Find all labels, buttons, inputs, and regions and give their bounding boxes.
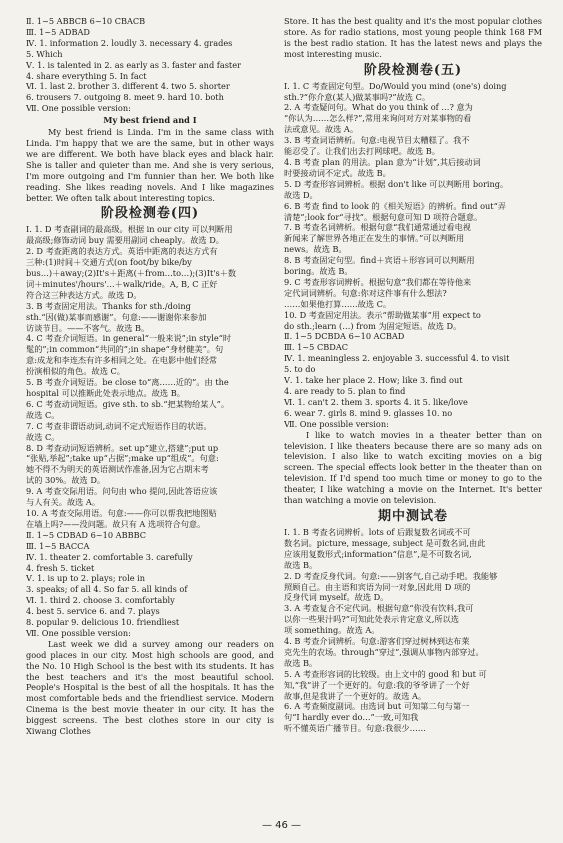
answer-line: 2. D 考查反身代词。句意:——别客气,自己动手吧。我能够 bbox=[284, 570, 498, 581]
answer-line: Ⅴ. 1. is talented in 2. as early as 3. faster and faster bbox=[26, 59, 241, 70]
answer-block-stage5 bbox=[284, 81, 542, 430]
answer-line: Ⅰ. 1. D 考查副词的最高级。根据 in our city 可以判断用 bbox=[26, 224, 233, 235]
essay-paragraph-survey: Last week we did a survey among our readers on good places in our city. Most high schools are good, and the No. 10 High School is the best with its students. It has the best teachers and it's the most beautiful school. People's Hospital is the best of all the hospitals. It has the most comfortable beds and the friendliest service. Modern Cinema is the best movie theater in our city. It has the biggest screens. The best clothes store in our city is Xiwang Clothes bbox=[26, 638, 274, 737]
answer-line: do sth.;learn (…) from 为固定短语。故选 D。 bbox=[284, 320, 462, 331]
answer-line: 4. best 5. service 6. and 7. plays bbox=[26, 606, 160, 617]
left-column bbox=[26, 16, 274, 737]
answer-line: 6. A 考查频度副词。由选词 but 可知第二句与第一 bbox=[284, 701, 470, 712]
answer-line: Ⅵ. 1. third 2. choose 3. comfortably bbox=[26, 595, 175, 606]
answer-line: 听不懂英语广播节目。句意:我很少…… bbox=[284, 723, 426, 734]
answer-line: “你认为……怎么样?”,常用来询问对方对某事物的看 bbox=[284, 113, 472, 124]
answer-line: 故选 D。 bbox=[284, 189, 318, 200]
answer-line: 4. C 考查介词短语。in general“一般来说”;in style“时 bbox=[26, 333, 232, 344]
answer-line: boring。故选 B。 bbox=[284, 266, 353, 277]
answer-block-section3-tail bbox=[26, 16, 274, 114]
answer-line: 10. A 考查交际用语。句意:——你可以帮我把地图贴 bbox=[26, 507, 217, 518]
answer-line: 三种:(1)时间＋交通方式(on foot/by bike/by bbox=[26, 257, 192, 268]
answer-line: Ⅵ. 1. last 2. brother 3. different 4. two 5. shorter bbox=[26, 81, 230, 92]
answer-line: 8. popular 9. delicious 10. friendliest bbox=[26, 617, 180, 628]
answer-line: 句“I hardly ever do…”一致,可知我 bbox=[284, 712, 419, 723]
answer-line: 知,“我”讲了一个更好的。句意:我的爷爷讲了一个好 bbox=[284, 679, 470, 690]
answer-line: 6. wear 7. girls 8. mind 9. glasses 10. no bbox=[284, 407, 453, 418]
answer-line: 9. A 考查交际用语。问句由 who 提问,因此答语应该 bbox=[26, 486, 218, 497]
answer-line: 试的 30%。故选 D。 bbox=[26, 475, 106, 486]
answer-line: 3. B 考查词语辨析。句意:电视节目太糟糕了。我不 bbox=[284, 135, 470, 146]
answer-line: Ⅶ. One possible version: bbox=[26, 627, 131, 638]
answer-line: 法或意见。故选 A。 bbox=[284, 124, 359, 135]
answer-line: 应该用复数形式;information“信息”,是不可数名词, bbox=[284, 548, 472, 559]
answer-line: 5. D 考查形容词辨析。根据 don't like 可以判断用 boring。 bbox=[284, 178, 509, 189]
answer-line: Ⅳ. 1. meaningless 2. enjoyable 3. successful 4. to visit bbox=[284, 353, 510, 364]
answer-line: 与人有关。故选 A。 bbox=[26, 497, 101, 508]
answer-line: Ⅵ. 1. can't 2. them 3. sports 4. it 5. like/love bbox=[284, 396, 468, 407]
answer-line: 故选 C。 bbox=[26, 409, 60, 420]
section-title-stage4: 阶段检测卷(四) bbox=[100, 206, 200, 222]
answer-line: 能忍受了。让我们出去打网球吧。故选 B。 bbox=[284, 146, 440, 157]
right-column bbox=[284, 16, 542, 734]
answer-line: 2. D 考查距离的表达方式。英语中距离的表达方式有 bbox=[26, 246, 218, 257]
answer-line: Ⅳ. 1. theater 2. comfortable 3. carefully bbox=[26, 551, 193, 562]
answer-line: 扮演相似的角色。故选 C。 bbox=[26, 366, 125, 377]
answer-line: 7. B 考查名词辨析。根据句意“我们通常通过看电视 bbox=[284, 222, 471, 233]
answer-line: 5. Which bbox=[26, 48, 63, 59]
answer-line: 髦的”;in common“共同的”;in shape“身材健美”。句 bbox=[26, 344, 224, 355]
answer-line: Ⅲ. 1~5 ADBAD bbox=[26, 26, 90, 37]
answer-block-midterm bbox=[284, 527, 542, 734]
essay-paragraph-survey-continued: Store. It has the best quality and it's the most popular clothes store. As for radio stations, most young people think 168 FM is the best radio station. It has the latest news and plays the most interesting music. bbox=[284, 16, 542, 59]
essay-paragraph-movies: I like to watch movies in a theater better than on television. I like theaters because there are so many ads on television. I also like to watch exciting movies on a big screen. The special effects look better in the theater than on television. If I'd spend too much time or money to go to the theater, I like watching a movie on the Internet. It's better than watching a movie on television. bbox=[284, 429, 542, 506]
answer-line: 5. A 考查形容词的比较级。由上文中的 good 和 but 可 bbox=[284, 668, 487, 679]
answer-line: Ⅱ. 1~5 DCBDA 6~10 ACBAD bbox=[284, 331, 405, 342]
answer-line: 6. C 考查动词短语。give sth. to sb.“把某物给某人”。 bbox=[26, 398, 230, 409]
answer-line: 4. share everything 5. In fact bbox=[26, 70, 147, 81]
answer-line: 最高级;修饰动词 buy 需要用副词 cheaply。故选 D。 bbox=[26, 235, 224, 246]
answer-line: 反身代词 myself。故选 D。 bbox=[284, 592, 389, 603]
answer-line: sth.“因(做)某事而感谢”。句意:——谢谢你来参加 bbox=[26, 311, 207, 322]
answer-line: Ⅴ. 1. is up to 2. plays; role in bbox=[26, 573, 146, 584]
answer-line: Ⅱ. 1~5 ABBCB 6~10 CBACB bbox=[26, 16, 146, 26]
answer-line: 8. D 考查动词短语辨析。set up“建立,搭建”;put up bbox=[26, 442, 219, 453]
answer-line: 清楚”;look for“寻找”。根据句意可知 D 项符合题意。 bbox=[284, 211, 483, 222]
answer-line: Ⅴ. 1. take her place 2. How; like 3. find out bbox=[284, 375, 463, 386]
answer-line: 克先生的农场。through“穿过”,强调从事物内部穿过。 bbox=[284, 646, 484, 657]
section-title-midterm: 期中测试卷 bbox=[377, 508, 448, 524]
answer-line: Ⅲ. 1~5 BACCA bbox=[26, 540, 90, 551]
answer-line: 项 something。故选 A。 bbox=[284, 625, 380, 636]
answer-block-stage4 bbox=[26, 224, 274, 638]
answer-line: Ⅶ. One possible version: bbox=[284, 418, 389, 429]
answer-line: hospital 可以推断此处表示地点。故选 B。 bbox=[26, 388, 185, 398]
answer-line: 2. A 考查疑问句。What do you think of …? 意为 bbox=[284, 102, 473, 113]
answer-line: 故选 C。 bbox=[26, 431, 60, 442]
answer-line: sth.?“你介意(某人)做某事吗?”故选 C。 bbox=[284, 91, 431, 102]
answer-line: 照顾自己。由主语和宾语为同一对象,因此用 D 项的 bbox=[284, 581, 471, 592]
section-title-stage5: 阶段检测卷(五) bbox=[363, 62, 463, 78]
answer-line: 4. fresh 5. ticket bbox=[26, 562, 95, 573]
answer-line: 9. C 考查形容词辨析。根据句意“我们都在等待他来 bbox=[284, 276, 472, 287]
answer-line: Ⅰ. 1. C 考查固定句型。Do/Would you mind (one's) doing bbox=[284, 80, 507, 91]
answer-line: 3. speaks; of all 4. So far 5. all kinds of bbox=[26, 584, 188, 595]
answer-line: 她不得不为明天的英语测试作准备,因为它占期末考 bbox=[26, 464, 209, 475]
answer-line: 定代词词辨析。句意:你对这件事有什么想法? bbox=[284, 287, 447, 298]
answer-line: 5. to do bbox=[284, 364, 316, 375]
answer-line: bus…)＋away;(2)It's＋距离(＋from…to…);(3)It's＋数 bbox=[26, 268, 237, 279]
answer-line: 3. A 考查复合不定代词。根据句意“你没有饮料,我可 bbox=[284, 603, 474, 614]
answer-line: 8. B 考查固定句型。find＋宾语＋形容词可以判断用 bbox=[284, 255, 475, 266]
answer-line: 以你一些果汁吗?”可知此处表示肯定意义,所以选 bbox=[284, 614, 459, 625]
answer-line: 意:成龙和李连杰有许多相同之处。在电影中他们经常 bbox=[26, 355, 218, 366]
answer-line: Ⅰ. 1. B 考查名词辨析。lots of 后跟复数名词或不可 bbox=[284, 526, 471, 537]
essay-title: My best friend and I bbox=[103, 115, 197, 126]
answer-line: 在墙上吗?——没问题。故只有 A 选项符合句意。 bbox=[26, 518, 206, 529]
answer-line: 10. D 考查固定用法。表示“帮助做某事”用 expect to bbox=[284, 309, 481, 320]
answer-line: 新闻来了解世界各地正在发生的事情。”可以判断用 bbox=[284, 233, 465, 244]
answer-line: 4. are ready to 5. plan to find bbox=[284, 386, 406, 396]
answer-line: 3. B 考查固定用法。Thanks for sth./doing bbox=[26, 300, 191, 311]
answer-line: ……如果他打算……故选 C。 bbox=[284, 298, 392, 309]
answer-line: 4. B 考查介词辨析。句意:游客们穿过树林到达布莱 bbox=[284, 636, 470, 647]
answer-line: 故选 B。 bbox=[284, 559, 318, 570]
answer-line: “张贴,举起”;take up“占据”;make up“组成”。句意: bbox=[26, 453, 219, 464]
answer-line: 6. trousers 7. outgoing 8. meet 9. hard 10. both bbox=[26, 92, 224, 103]
answer-line: 符合这三种表达方式。故选 D。 bbox=[26, 289, 142, 300]
answer-line: 4. B 考查 plan 的用法。plan 意为“计划”,其后接动词 bbox=[284, 156, 481, 167]
answer-line: 数名词。picture, message, subject 是可数名词,由此 bbox=[284, 537, 486, 548]
essay-paragraph: My best friend is Linda. I'm in the same class with Linda. I'm happy that we are the same, but in other ways we are different. We both have black eyes and black hair. She is taller and quieter than me. And she is very serious, I'm more outgoing and I'm funnier than her. We both like reading. She likes reading novels. And I like magazines better. We often talk about interesting topics. bbox=[26, 127, 274, 203]
answer-line: Ⅱ. 1~5 CDBAD 6~10 ABBBC bbox=[26, 529, 147, 540]
answer-line: 5. B 考查介词短语。be close to“离……近的”。由 the bbox=[26, 377, 229, 388]
answer-line: Ⅲ. 1~5 CBDAC bbox=[284, 342, 349, 353]
answer-line: 词＋minutes'/hours'…＋walk/ride。A, B, C 正好 bbox=[26, 278, 218, 289]
answer-line: 访谈节目。——不客气。故选 B。 bbox=[26, 322, 150, 333]
page-number: — 46 — bbox=[261, 820, 302, 831]
answer-line: 时要接动词不定式。故选 B。 bbox=[284, 167, 391, 178]
answer-line: Ⅳ. 1. information 2. loudly 3. necessary 4. grades bbox=[26, 37, 233, 48]
answer-line: 故事,但是我讲了一个更好的。故选 A。 bbox=[284, 690, 427, 701]
answer-line: 故选 B。 bbox=[284, 657, 318, 668]
answer-line: 7. C 考查非谓语动词,动词不定式短语作目的状语。 bbox=[26, 420, 212, 431]
answer-line: 6. B 考查 find to look 的《相关短语》的辨析。find out“弄 bbox=[284, 200, 506, 211]
answer-line: Ⅶ. One possible version: bbox=[26, 103, 131, 114]
answer-line: news。故选 B。 bbox=[284, 244, 347, 255]
